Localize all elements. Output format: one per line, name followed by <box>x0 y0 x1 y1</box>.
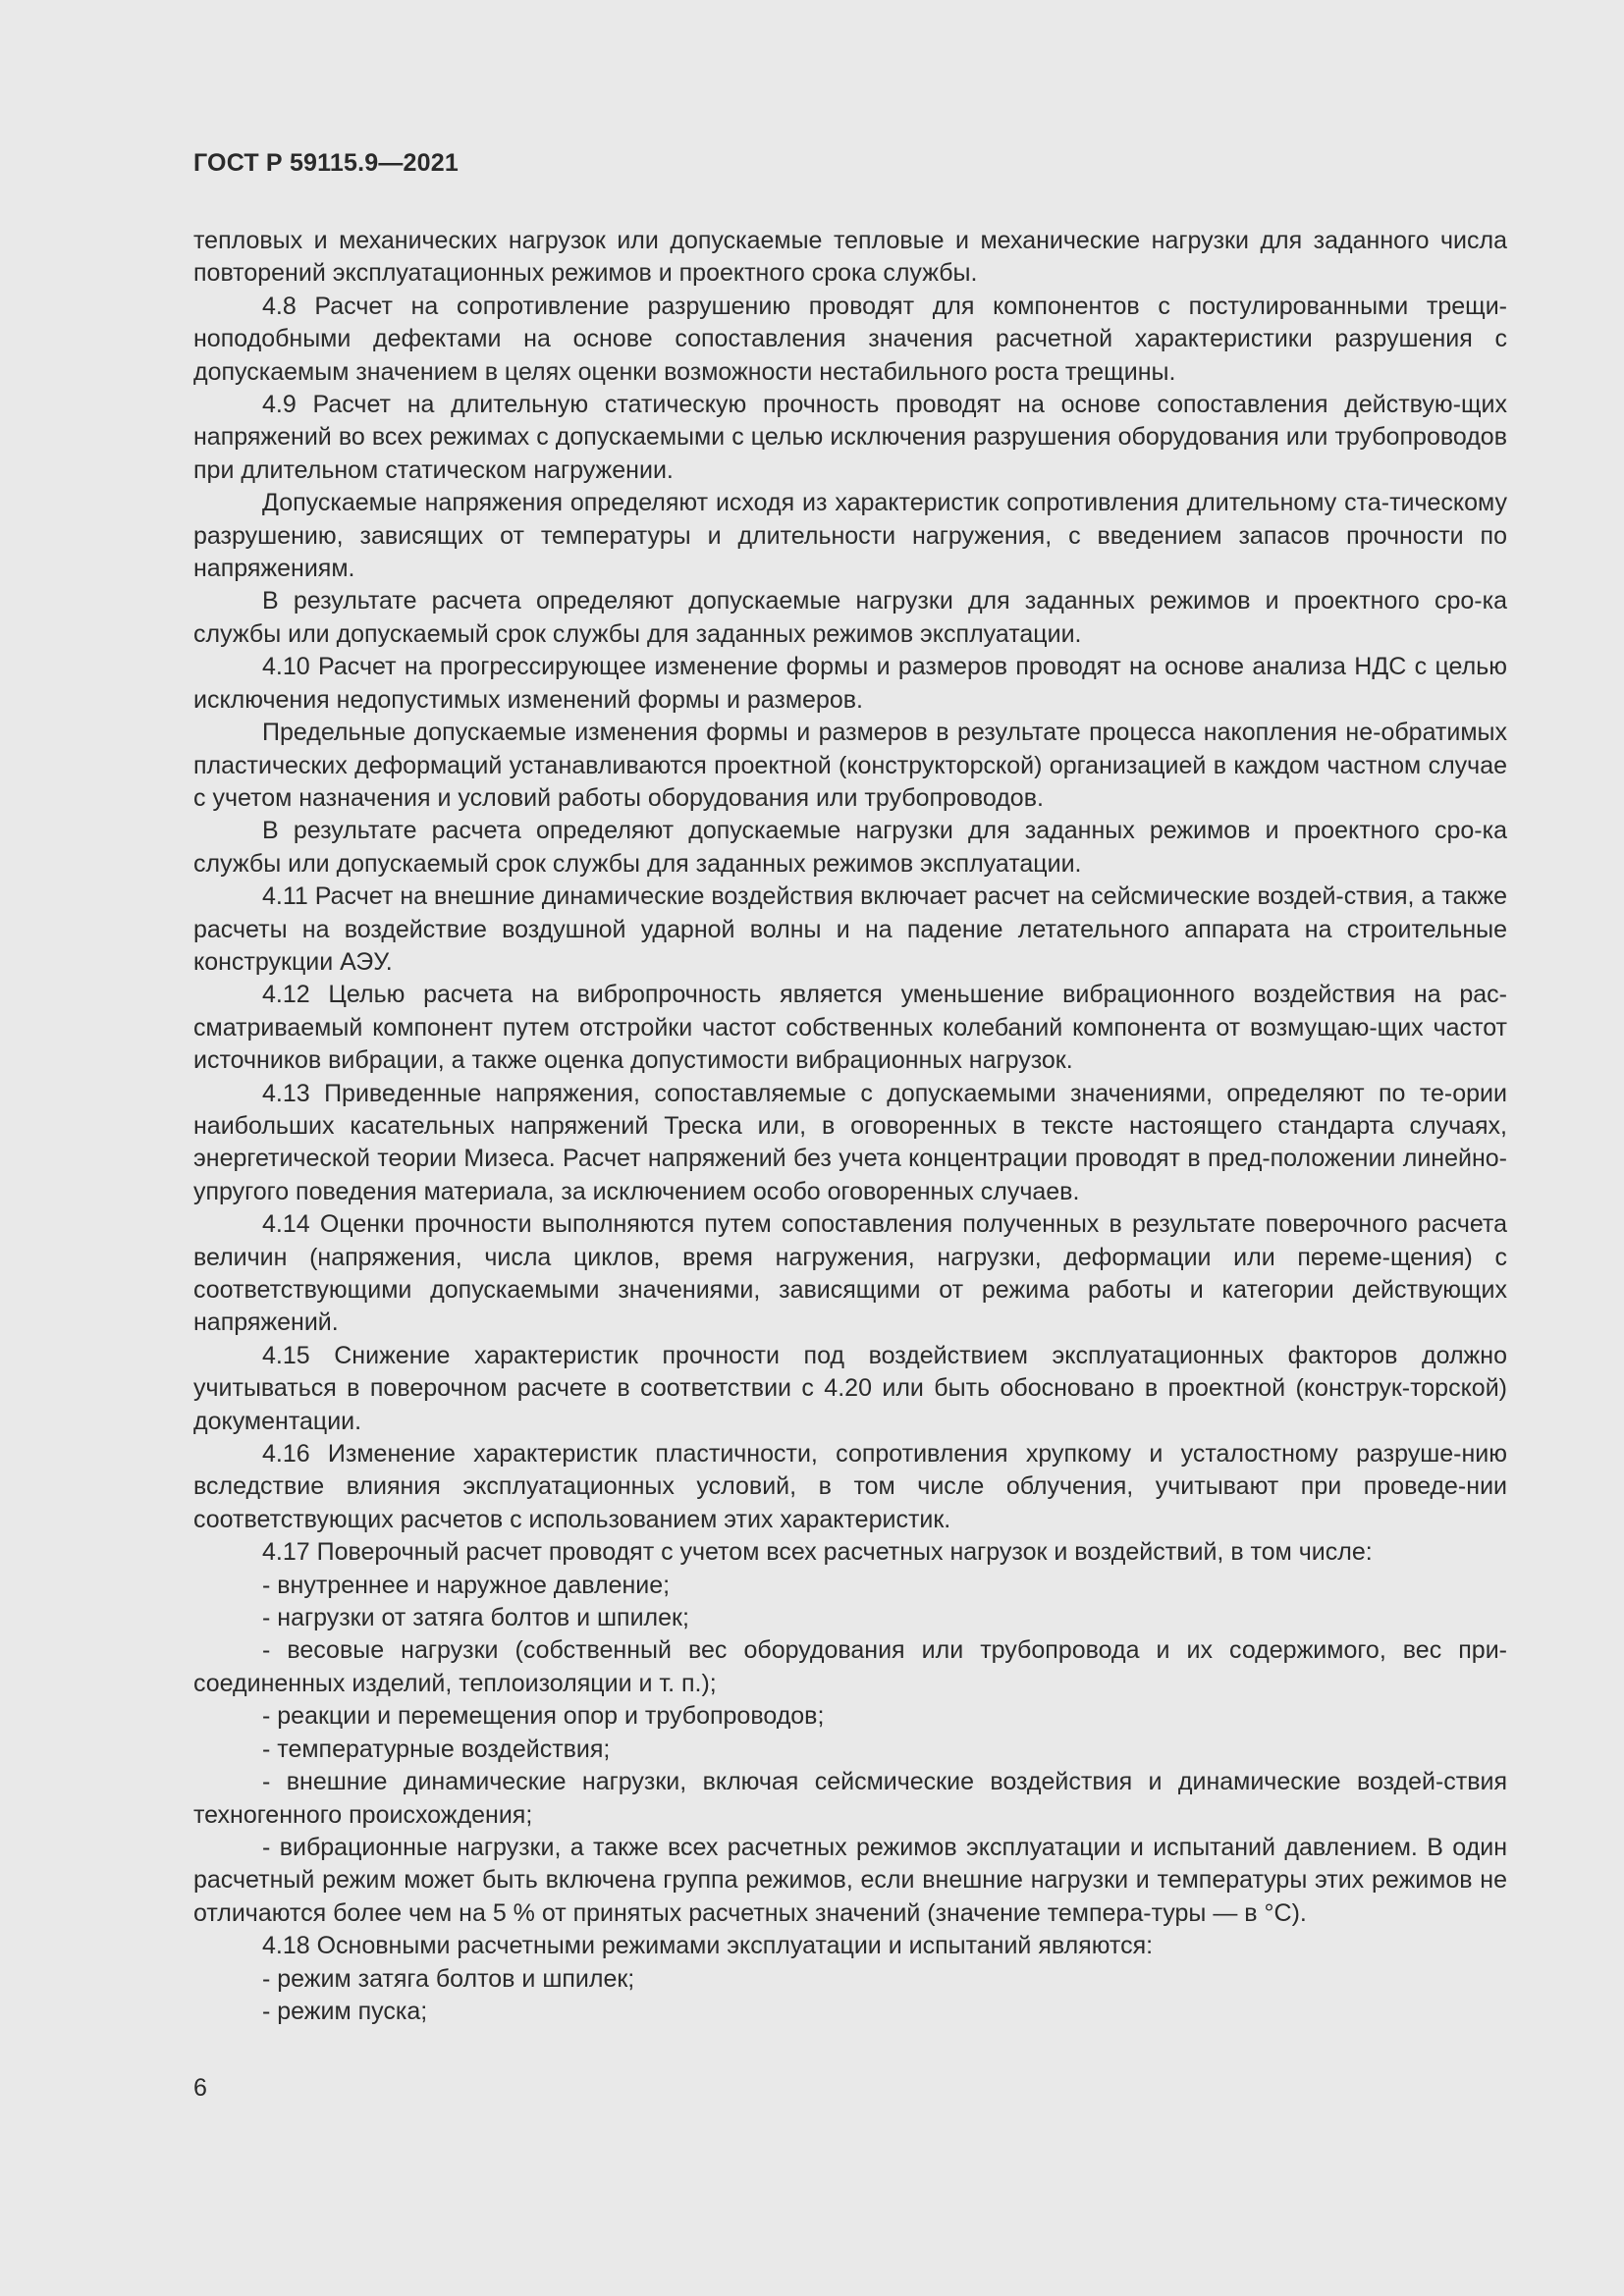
paragraph: - температурные воздействия; <box>262 1735 611 1763</box>
paragraph: 4.17 Поверочный расчет проводят с учетом всех расчетных нагрузок и воздействий, в том числе: <box>262 1538 1373 1567</box>
document-header: ГОСТ Р 59115.9—2021 <box>193 149 459 177</box>
paragraph: - внешние динамические нагрузки, включая сейсмические воздействия и динамические воздей-ствия техногенного происхождения; <box>193 1768 1507 1829</box>
paragraph: - режим пуска; <box>262 1997 428 2025</box>
paragraph: тепловых и механических нагрузок или допускаемые тепловые и механические нагрузки для заданного числа повторений эксплуатационных режимов и проектного срока службы. <box>193 227 1507 288</box>
paragraph: 4.18 Основными расчетными режимами эксплуатации и испытаний являются: <box>262 1932 1154 1960</box>
paragraph: 4.11 Расчет на внешние динамические воздействия включает расчет на сейсмические воздей-ствия, а также расчеты на воздействие воздушной ударной волны и на падение летательного аппарата на строительные конструкции АЭУ. <box>193 882 1507 976</box>
paragraph: Предельные допускаемые изменения формы и размеров в результате процесса накопления не-обратимых пластических деформаций устанавливаются проектной (конструкторской) организацией в каждом частном случае с учетом назначения и условий работы оборудования или трубопроводов. <box>193 719 1507 812</box>
paragraph: 4.15 Снижение характеристик прочности под воздействием эксплуатационных факторов должно учитываться в поверочном расчете в соответствии с 4.20 или быть обосновано в проектной (конструк-торской) документации. <box>193 1341 1507 1435</box>
paragraph: - реакции и перемещения опор и трубопроводов; <box>262 1702 825 1731</box>
paragraph: Допускаемые напряжения определяют исходя из характеристик сопротивления длительному ста-тическому разрушению, зависящих от температуры и длительности нагружения, с введением запасов прочности по напряжениям. <box>193 489 1507 583</box>
paragraph: 4.14 Оценки прочности выполняются путем сопоставления полученных в результате поверочного расчета величин (напряжения, числа циклов, время нагружения, нагрузки, деформации или переме-щения) с соответствующими допускаемыми значениями, зависящими от режима работы и категории действующих напряжений. <box>193 1210 1507 1337</box>
paragraph: 4.8 Расчет на сопротивление разрушению проводят для компонентов с постулированными трещи-ноподобными дефектами на основе сопоставления значения расчетной характеристики разрушения с допускаемым значением в целях оценки возможности нестабильного роста трещины. <box>193 292 1507 386</box>
paragraph: 4.10 Расчет на прогрессирующее изменение формы и размеров проводят на основе анализа НДС с целью исключения недопустимых изменений формы и размеров. <box>193 653 1507 714</box>
paragraph: - режим затяга болтов и шпилек; <box>262 1964 635 1993</box>
paragraph: 4.16 Изменение характеристик пластичности, сопротивления хрупкому и усталостному разруше-нию вследствие влияния эксплуатационных условий, в том числе облучения, учитывают при проведе-нии соответствующих расчетов с использованием этих характеристик. <box>193 1440 1507 1533</box>
paragraph: В результате расчета определяют допускаемые нагрузки для заданных режимов и проектного сро-ка службы или допускаемый срок службы для заданных режимов эксплуатации. <box>193 817 1507 878</box>
page-number: 6 <box>193 2074 207 2102</box>
paragraph: 4.12 Целью расчета на вибропрочность является уменьшение вибрационного воздействия на рас-сматриваемый компонент путем отстройки частот собственных колебаний компонента от возмущаю-щих частот источников вибрации, а также оценка допустимости вибрационных нагрузок. <box>193 981 1507 1075</box>
paragraph: 4.13 Приведенные напряжения, сопоставляемые с допускаемыми значениями, определяют по те-ории наибольших касательных напряжений Треска или, в оговоренных в тексте настоящего стандарта случаях, энергетической теории Мизеса. Расчет напряжений без учета концентрации проводят в пред-положении линейно-упругого поведения материала, за исключением особо оговоренных случаев. <box>193 1079 1507 1205</box>
paragraph: - внутреннее и наружное давление; <box>262 1571 671 1599</box>
paragraph: В результате расчета определяют допускаемые нагрузки для заданных режимов и проектного сро-ка службы или допускаемый срок службы для заданных режимов эксплуатации. <box>193 587 1507 648</box>
paragraph: - нагрузки от затяга болтов и шпилек; <box>262 1604 689 1632</box>
paragraph: - вибрационные нагрузки, а также всех расчетных режимов эксплуатации и испытаний давлением. В один расчетный режим может быть включена группа режимов, если внешние нагрузки и температуры этих режимов не отличаются более чем на 5 % от принятых расчетных значений (значение темпера-туры — в °С). <box>193 1833 1507 1927</box>
paragraph: - весовые нагрузки (собственный вес оборудования или трубопровода и их содержимого, вес при-соединенных изделий, теплоизоляции и т. п.); <box>193 1636 1507 1697</box>
document-body <box>193 225 1507 2028</box>
paragraph: 4.9 Расчет на длительную статическую прочность проводят на основе сопоставления действую-щих напряжений во всех режимах с допускаемыми с целью исключения разрушения оборудования или трубопроводов при длительном статическом нагружении. <box>193 391 1507 484</box>
